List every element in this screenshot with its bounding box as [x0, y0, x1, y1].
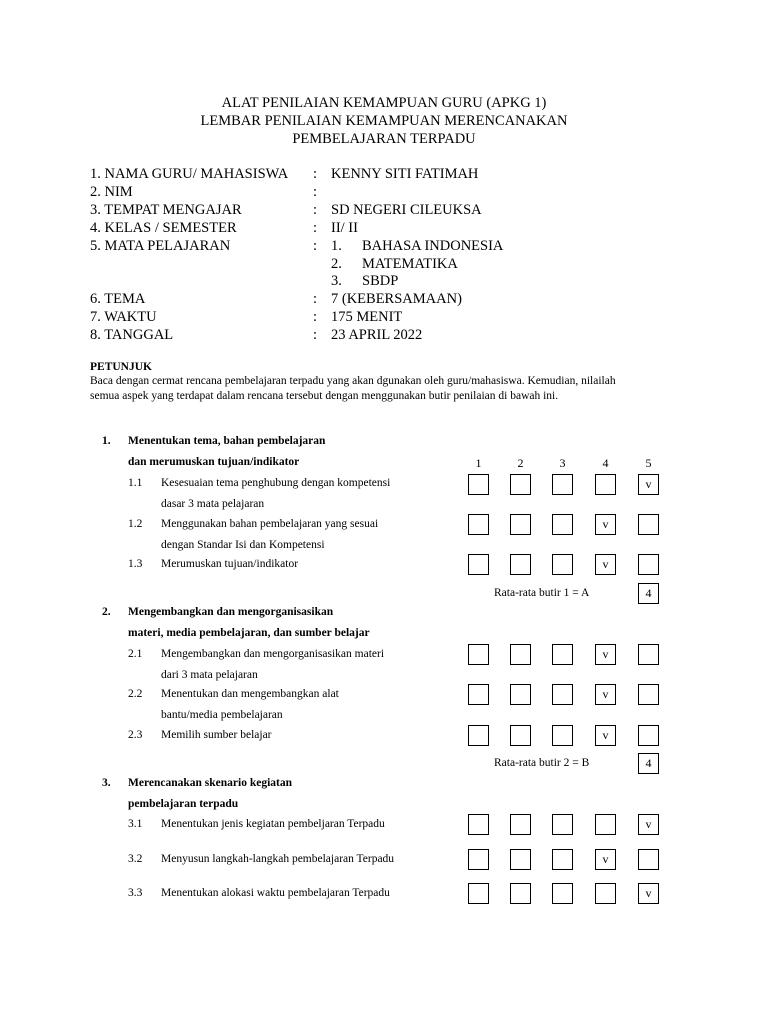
- info-colon: :: [313, 202, 318, 218]
- section-heading-cont: materi, media pembelajaran, dan sumber belajar: [128, 627, 370, 639]
- item-text: Menggunakan bahan pembelajaran yang sesuai: [161, 518, 379, 530]
- subject-number: 1.: [331, 238, 342, 254]
- item-text: Menentukan alokasi waktu pembelajaran Terpadu: [161, 887, 390, 899]
- average-label: Rata-rata butir 1 = A: [494, 587, 590, 599]
- info-colon: :: [313, 184, 318, 200]
- rating-checkbox-2.1-score-2[interactable]: [510, 644, 531, 665]
- rating-checkbox-1.3-score-1[interactable]: [468, 554, 489, 575]
- item-number: 1.1: [128, 477, 143, 489]
- rating-checkbox-3.2-score-4[interactable]: v: [595, 849, 616, 870]
- item-text: Menyusun langkah-langkah pembelajaran Terpadu: [161, 853, 395, 865]
- scale-header-3: 3: [559, 456, 566, 470]
- rating-checkbox-2.2-score-4[interactable]: v: [595, 684, 616, 705]
- item-text-cont: dari 3 mata pelajaran: [161, 669, 258, 681]
- info-value-waktu: 175 MENIT: [331, 309, 403, 325]
- info-colon: :: [313, 238, 318, 254]
- document-title-line3: PEMBELAJARAN TERPADU: [292, 131, 476, 147]
- info-label-tanggal: 8. TANGGAL: [90, 327, 174, 343]
- item-text: Mengembangkan dan mengorganisasikan materi: [161, 648, 385, 660]
- scale-header-2: 2: [517, 456, 524, 470]
- subject-number: 3.: [331, 273, 342, 289]
- rating-checkbox-1.2-score-5[interactable]: [638, 514, 659, 535]
- info-label-waktu: 7. WAKTU: [90, 309, 157, 325]
- info-label-nim: 2. NIM: [90, 184, 133, 200]
- rating-checkbox-1.2-score-2[interactable]: [510, 514, 531, 535]
- rating-checkbox-3.3-score-3[interactable]: [552, 883, 573, 904]
- rating-checkbox-2.3-score-1[interactable]: [468, 725, 489, 746]
- info-label-nama: 1. NAMA GURU/ MAHASISWA: [90, 166, 289, 182]
- item-text-cont: dengan Standar Isi dan Kompetensi: [161, 539, 325, 551]
- rating-checkbox-2.3-score-3[interactable]: [552, 725, 573, 746]
- rating-checkbox-1.1-score-3[interactable]: [552, 474, 573, 495]
- rating-checkbox-1.2-score-4[interactable]: v: [595, 514, 616, 535]
- info-value-tanggal: 23 APRIL 2022: [331, 327, 423, 343]
- rating-checkbox-2.2-score-3[interactable]: [552, 684, 573, 705]
- rating-checkbox-2.3-score-2[interactable]: [510, 725, 531, 746]
- rating-checkbox-1.3-score-5[interactable]: [638, 554, 659, 575]
- rating-checkbox-2.2-score-1[interactable]: [468, 684, 489, 705]
- document-title-line1: ALAT PENILAIAN KEMAMPUAN GURU (APKG 1): [221, 95, 547, 111]
- section-number: 3.: [102, 777, 111, 789]
- rating-checkbox-1.1-score-5[interactable]: v: [638, 474, 659, 495]
- average-value-box: 4: [638, 583, 659, 604]
- rating-checkbox-1.1-score-4[interactable]: [595, 474, 616, 495]
- petunjuk-text-line2: semua aspek yang terdapat dalam rencana tersebut dengan menggunakan butir penilaian di bawah ini.: [90, 390, 559, 402]
- info-value-kelas: II/ II: [331, 220, 358, 236]
- scale-header-4: 4: [602, 456, 609, 470]
- info-value-tempat: SD NEGERI CILEUKSA: [331, 202, 482, 218]
- info-label-tempat: 3. TEMPAT MENGAJAR: [90, 202, 242, 218]
- section-heading-cont: pembelajaran terpadu: [128, 798, 239, 810]
- document-title-line2: LEMBAR PENILAIAN KEMAMPUAN MERENCANAKAN: [200, 113, 568, 129]
- rating-checkbox-3.1-score-1[interactable]: [468, 814, 489, 835]
- rating-checkbox-2.2-score-5[interactable]: [638, 684, 659, 705]
- section-heading: Mengembangkan dan mengorganisasikan: [128, 606, 334, 618]
- rating-checkbox-3.2-score-3[interactable]: [552, 849, 573, 870]
- section-heading: Merencanakan skenario kegiatan: [128, 777, 292, 789]
- rating-checkbox-2.1-score-1[interactable]: [468, 644, 489, 665]
- rating-checkbox-3.3-score-1[interactable]: [468, 883, 489, 904]
- item-number: 2.2: [128, 688, 143, 700]
- info-colon: :: [313, 220, 318, 236]
- info-label-mapel: 5. MATA PELAJARAN: [90, 238, 231, 254]
- info-colon: :: [313, 327, 318, 343]
- rating-checkbox-3.3-score-2[interactable]: [510, 883, 531, 904]
- subject-number: 2.: [331, 256, 342, 272]
- item-text-cont: bantu/media pembelajaran: [161, 709, 283, 721]
- info-label-tema: 6. TEMA: [90, 291, 146, 307]
- petunjuk-text-line1: Baca dengan cermat rencana pembelajaran terpadu yang akan dgunakan oleh guru/mahasiswa. Kemudian, nilailah: [90, 375, 616, 387]
- rating-checkbox-3.2-score-1[interactable]: [468, 849, 489, 870]
- average-value-box: 4: [638, 753, 659, 774]
- info-colon: :: [313, 309, 318, 325]
- subject-name: SBDP: [362, 273, 399, 289]
- info-colon: :: [313, 291, 318, 307]
- rating-checkbox-3.1-score-5[interactable]: v: [638, 814, 659, 835]
- rating-checkbox-3.2-score-5[interactable]: [638, 849, 659, 870]
- rating-checkbox-2.1-score-4[interactable]: v: [595, 644, 616, 665]
- rating-checkbox-3.1-score-2[interactable]: [510, 814, 531, 835]
- section-number: 2.: [102, 606, 111, 618]
- item-number: 3.3: [128, 887, 143, 899]
- item-number: 2.3: [128, 729, 143, 741]
- rating-checkbox-2.3-score-4[interactable]: v: [595, 725, 616, 746]
- rating-checkbox-2.1-score-3[interactable]: [552, 644, 573, 665]
- item-text: Memilih sumber belajar: [161, 729, 272, 741]
- average-label: Rata-rata butir 2 = B: [494, 757, 590, 769]
- info-value-tema: 7 (KEBERSAMAAN): [331, 291, 462, 307]
- rating-checkbox-1.1-score-1[interactable]: [468, 474, 489, 495]
- rating-checkbox-3.3-score-5[interactable]: v: [638, 883, 659, 904]
- item-number: 3.1: [128, 818, 143, 830]
- rating-checkbox-1.3-score-2[interactable]: [510, 554, 531, 575]
- info-colon: :: [313, 166, 318, 182]
- item-text: Kesesuaian tema penghubung dengan kompetensi: [161, 477, 391, 489]
- rating-checkbox-3.3-score-4[interactable]: [595, 883, 616, 904]
- section-heading-cont: dan merumuskan tujuan/indikator: [128, 456, 300, 468]
- scale-header-1: 1: [475, 456, 482, 470]
- rating-checkbox-1.2-score-1[interactable]: [468, 514, 489, 535]
- subject-name: BAHASA INDONESIA: [362, 238, 504, 254]
- item-number: 1.3: [128, 558, 143, 570]
- rating-checkbox-3.1-score-4[interactable]: [595, 814, 616, 835]
- rating-checkbox-1.1-score-2[interactable]: [510, 474, 531, 495]
- item-text: Merumuskan tujuan/indikator: [161, 558, 299, 570]
- subject-name: MATEMATIKA: [362, 256, 458, 272]
- rating-checkbox-1.3-score-4[interactable]: v: [595, 554, 616, 575]
- rating-checkbox-1.3-score-3[interactable]: [552, 554, 573, 575]
- scale-header-5: 5: [645, 456, 652, 470]
- item-number: 3.2: [128, 853, 143, 865]
- section-number: 1.: [102, 435, 111, 447]
- info-value-nama: KENNY SITI FATIMAH: [331, 166, 479, 182]
- item-number: 1.2: [128, 518, 143, 530]
- rating-checkbox-2.1-score-5[interactable]: [638, 644, 659, 665]
- item-number: 2.1: [128, 648, 143, 660]
- rating-checkbox-3.1-score-3[interactable]: [552, 814, 573, 835]
- petunjuk-heading: PETUNJUK: [90, 361, 152, 373]
- info-label-kelas: 4. KELAS / SEMESTER: [90, 220, 237, 236]
- item-text: Menentukan jenis kegiatan pembeljaran Terpadu: [161, 818, 385, 830]
- rating-checkbox-3.2-score-2[interactable]: [510, 849, 531, 870]
- item-text-cont: dasar 3 mata pelajaran: [161, 498, 265, 510]
- rating-checkbox-2.2-score-2[interactable]: [510, 684, 531, 705]
- rating-checkbox-1.2-score-3[interactable]: [552, 514, 573, 535]
- section-heading: Menentukan tema, bahan pembelajaran: [128, 435, 326, 447]
- item-text: Menentukan dan mengembangkan alat: [161, 688, 339, 700]
- rating-checkbox-2.3-score-5[interactable]: [638, 725, 659, 746]
